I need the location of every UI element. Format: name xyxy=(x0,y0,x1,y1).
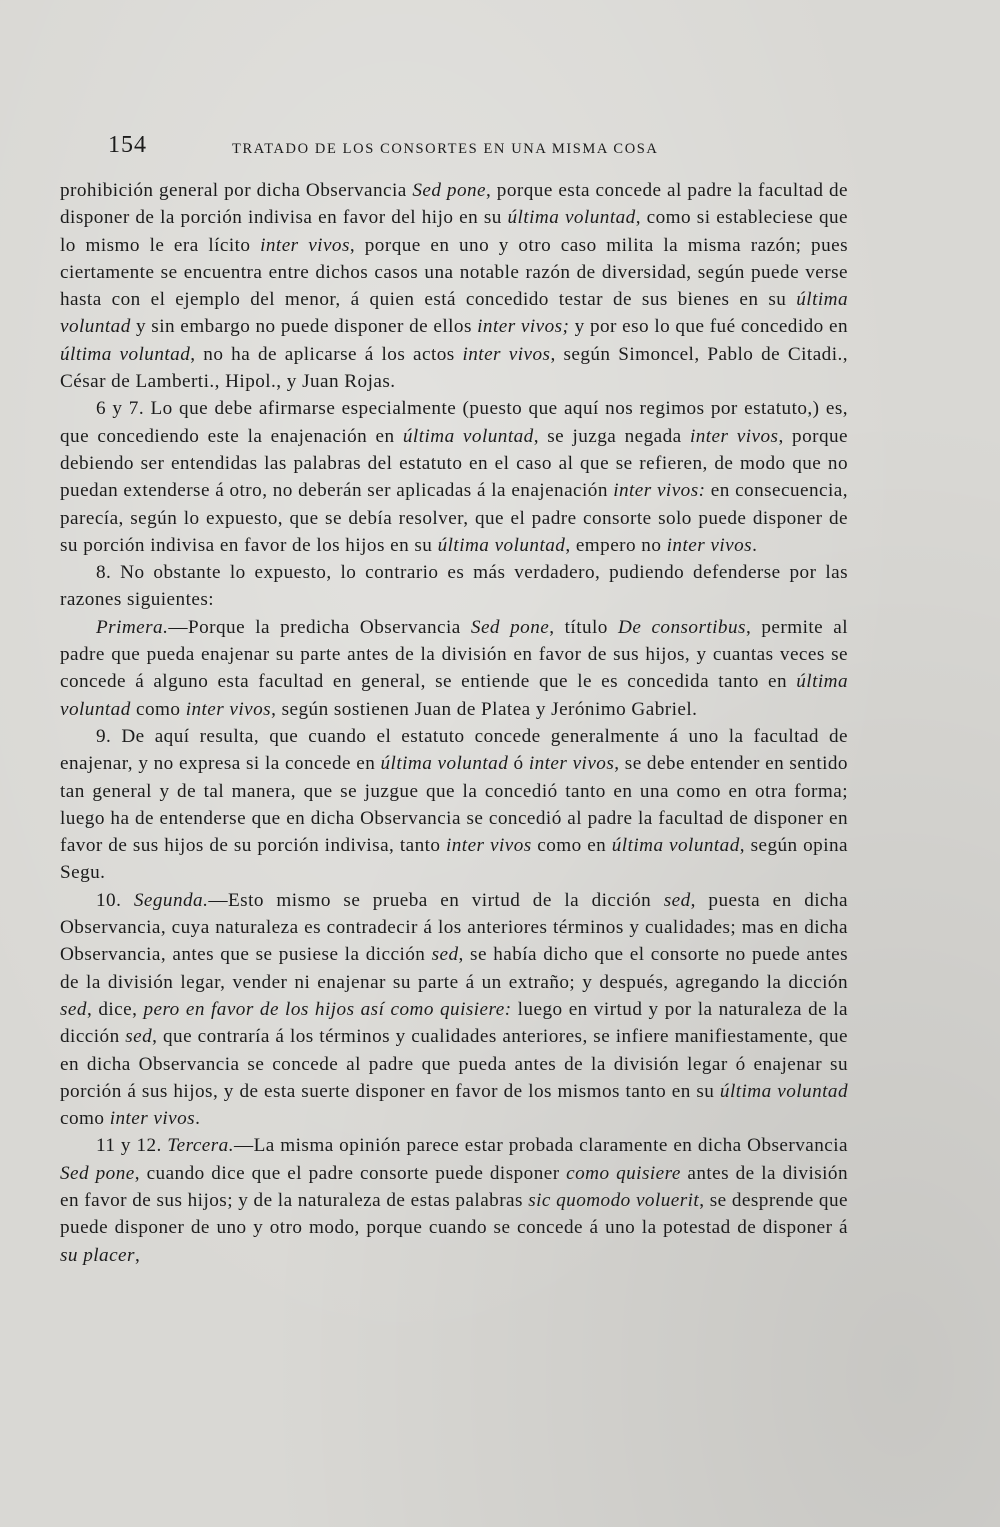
text-run: 10. xyxy=(96,889,134,911)
page-header xyxy=(108,132,708,164)
text-run: como xyxy=(130,698,186,720)
italic-text: inter vivos xyxy=(689,425,779,447)
text-run: , porque debiendo ser entendidas las palabras del estatuto en el caso al que se refieren, de modo que no puedan extenderse á otro, no deberán ser aplicadas á la enajenación xyxy=(60,425,849,502)
running-title: TRATADO DE LOS CONSORTES EN UNA MISMA COSA xyxy=(232,141,659,157)
text-run: , dice, xyxy=(86,998,144,1020)
italic-text: Sed pone xyxy=(470,616,550,638)
text-run: , como si estableciese que lo mismo le era lícito xyxy=(60,207,848,256)
italic-text: última voluntad xyxy=(719,1080,849,1102)
italic-text: Tercera. xyxy=(167,1135,234,1157)
text-run: , se había dicho que el consorte no puede antes de la división legar, vender ni enajenar su parte á un extraño; y después, agregando la dicción xyxy=(60,944,848,993)
paragraph xyxy=(60,1132,848,1268)
text-run: , porque en uno y otro caso milita la misma razón; pues ciertamente se encuentra entre dichos casos una notable razón de diversidad, según puede verse hasta con el ejemplo del menor, á quien está concedido testar de sus bienes en su xyxy=(60,234,849,311)
italic-text: inter vivos xyxy=(666,534,753,556)
text-run: , cuando dice que el padre consorte puede disponer xyxy=(134,1162,567,1184)
italic-text: De consortibus xyxy=(618,616,746,638)
italic-text: Sed pone xyxy=(60,1162,135,1184)
text-run: como xyxy=(60,1108,110,1130)
text-run: 9. De aquí resulta, que cuando el estatuto concede generalmente á uno la facultad de enajenar, y no expresa si la concede en xyxy=(60,725,848,775)
paragraph xyxy=(60,614,848,723)
text-run: en consecuencia, parecía, según lo expuesto, que se debía resolver, que el padre consorte solo puede disponer de su porción indivisa en favor de los hijos en su xyxy=(60,480,848,556)
italic-text: como quisiere xyxy=(566,1162,681,1184)
text-run: luego en virtud y por la naturaleza de la dicción xyxy=(60,998,848,1048)
italic-text: pero en favor de los hijos así como quisiere: xyxy=(143,998,512,1020)
text-run: , que contraría á los términos y cualidades anteriores, se infiere manifiestamente, que en dicha Observancia se concede al padre que pueda antes de la división legar ó enajenar su porción á sus hijos, y de esta suerte disponer en favor de los mismos tanto en su xyxy=(60,1026,849,1102)
text-run: , porque esta concede al padre la facultad de disponer de la porción indivisa en favor del hijo en su xyxy=(60,180,848,229)
italic-text: última voluntad xyxy=(402,425,534,447)
text-run: y por eso lo que fué concedido en xyxy=(569,316,848,338)
italic-text: inter vivos xyxy=(528,753,615,775)
italic-text: Segunda. xyxy=(133,889,209,911)
text-run: , puesta en dicha Observancia, cuya naturaleza es contradecir á los anteriores términos y cualidades; mas en dicha Observancia, antes que se pusiese la dicción xyxy=(60,889,848,966)
text-run: , permite al padre que pueda enajenar su parte antes de la división en favor de sus hijos, y cuantas veces se concede á alguno esta facultad en general, se entiende que le es concedida tanto en xyxy=(60,616,849,693)
paragraph xyxy=(60,887,848,1133)
italic-text: sic quomodo voluerit xyxy=(528,1189,700,1211)
paragraph xyxy=(60,723,848,887)
italic-text: Sed pone xyxy=(412,180,487,201)
text-run: —Esto mismo se prueba en virtud de la dicción xyxy=(208,889,664,911)
text-run: ó xyxy=(508,753,529,775)
text-run: . xyxy=(195,1108,201,1130)
paragraph xyxy=(60,395,848,559)
italic-text: última voluntad xyxy=(60,343,191,365)
italic-text: inter vivos; xyxy=(477,316,570,338)
italic-text: inter vivos xyxy=(445,835,532,857)
italic-text: sed xyxy=(125,1026,153,1048)
page-number: 154 xyxy=(108,132,147,158)
text-run: —La misma opinión parece estar probada claramente en dicha Observancia xyxy=(233,1135,848,1157)
text-run: como en xyxy=(531,835,612,857)
text-run: —Porque la predicha Observancia xyxy=(168,616,471,638)
text-run: y sin embargo no puede disponer de ellos xyxy=(130,316,478,338)
body-text xyxy=(60,177,848,1269)
italic-text: última voluntad xyxy=(60,289,848,338)
text-run: , se desprende que puede disponer de uno y otro modo, porque cuando se concede á uno la potestad de disponer á xyxy=(60,1189,848,1239)
text-run: antes de la división en favor de sus hijos; y de la naturaleza de estas palabras xyxy=(60,1162,849,1211)
text-run: , se juzga negada xyxy=(533,425,690,447)
text-run: , título xyxy=(549,616,619,638)
italic-text: última voluntad xyxy=(380,753,509,775)
italic-text: inter vivos xyxy=(462,343,551,365)
italic-text: sed xyxy=(60,998,87,1020)
italic-text: inter vivos xyxy=(109,1108,196,1130)
paragraph xyxy=(60,559,848,614)
italic-text: inter vivos xyxy=(260,234,350,256)
text-run: , empero no xyxy=(565,534,667,556)
paragraph xyxy=(60,177,848,395)
italic-text: última voluntad xyxy=(60,671,848,720)
text-run: , según opina Segu. xyxy=(60,835,848,884)
text-run: 6 y 7. Lo que debe afirmarse especialmente (puesto que aquí nos regimos por estatuto,) es, que concediendo este la enajenación en xyxy=(60,398,848,447)
text-run: prohibición general por dicha Observancia xyxy=(60,180,413,201)
italic-text: última voluntad xyxy=(437,534,566,556)
italic-text: Primera. xyxy=(96,616,169,638)
text-run: , según Simoncel, Pablo de Citadi., César de Lamberti., Hipol., y Juan Rojas. xyxy=(60,343,848,393)
italic-text: inter vivos: xyxy=(613,480,706,502)
italic-text: sed xyxy=(663,889,691,911)
text-run: 11 y 12. xyxy=(96,1135,168,1157)
italic-text: última voluntad xyxy=(611,835,740,857)
text-run: , según sostienen Juan de Platea y Jerónimo Gabriel. xyxy=(271,698,698,720)
italic-text: su placer xyxy=(60,1244,135,1266)
text-run: , xyxy=(134,1244,141,1266)
text-run: , se debe entender en sentido tan general y de tal manera, que se juzgue que la concedió tanto en una como en otra forma; luego ha de entenderse que en dicha Observancia se concedió al padre la facultad de disponer en favor de sus hijos de su porción indivisa, tanto xyxy=(60,753,848,857)
italic-text: sed xyxy=(431,944,459,966)
text-run: . xyxy=(752,534,758,556)
italic-text: inter vivos xyxy=(185,698,272,720)
text-run: 8. No obstante lo expuesto, lo contrario es más verdadero, pudiendo defenderse por las razones siguientes: xyxy=(60,562,848,611)
italic-text: última voluntad xyxy=(507,207,636,229)
text-run: , no ha de aplicarse á los actos xyxy=(190,343,463,365)
